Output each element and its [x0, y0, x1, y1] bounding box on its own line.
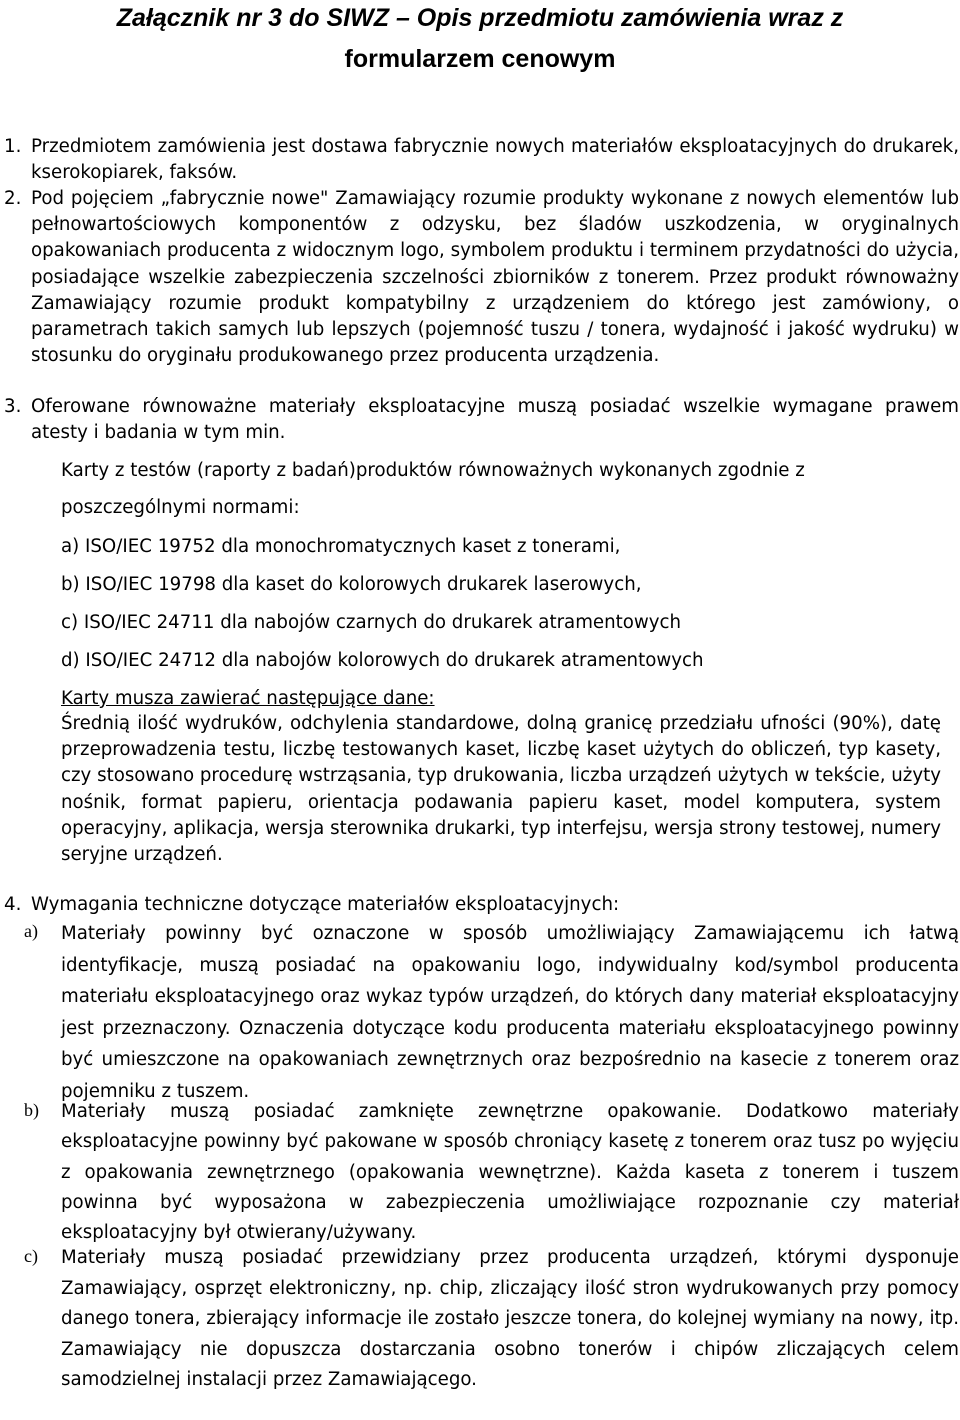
standard-item-b: b) ISO/IEC 19798 dla kaset do kolorowych drukarek laserowych,	[61, 574, 642, 595]
requirement-a-marker: a)	[24, 921, 38, 941]
reports-intro-line-1: Karty z testów (raporty z badań)produktów równoważnych wykonanych zgodnie z	[61, 460, 805, 481]
cards-heading: Karty musza zawierać następujące dane:	[61, 688, 435, 709]
requirement-c-text: Materiały muszą posiadać przewidziany przez producenta urządzeń, którymi dysponuje Zamawiający, osprzęt elektroniczny, np. chip, zliczający ilość stron wydrukowanych przy pomocy danego tonera, zbierający informacje ile zostało jeszcze tonera, do kolejnej wymiany na nowy, itp. Zamawiający nie dopuszcza dostarczania osobno tonerów i chipów zliczających celem samodzielnej instalacji przez Zamawiającego.	[61, 1247, 959, 1391]
document-title-line-2: formularzem cenowym	[344, 45, 616, 73]
reports-intro-line-2: poszczególnymi normami:	[61, 497, 300, 518]
standard-item-c: c) ISO/IEC 24711 dla nabojów czarnych do drukarek atramentowych	[61, 612, 682, 633]
cards-required-data-text: Średnią ilość wydruków, odchylenia standardowe, dolną granicę przedziału ufności (90%), datę przeprowadzenia testu, liczbę testowanych kaset, liczbę kaset użytych do obliczeń, typ kasety, czy stosowano procedurę wstrząsania, typ drukowania, liczba urządzeń użytych w tekście, użyty nośnik, format papieru, orientacja podawania papieru kaset, model komputera, system operacyjny, aplikacja, wersja sterownika drukarki, typ interfejsu, wersja strony testowej, numery seryjne urządzeń.	[61, 713, 941, 866]
item-3-number: 3.	[4, 396, 22, 417]
document-title-line-1: Załącznik nr 3 do SIWZ – Opis przedmiotu zamówienia wraz z	[116, 4, 844, 32]
item-1-text: Przedmiotem zamówienia jest dostawa fabrycznie nowych materiałów eksploatacyjnych do drukarek, kserokopiarek, faksów.	[31, 136, 959, 184]
item-4-text: Wymagania techniczne dotyczące materiałów eksploatacyjnych:	[31, 894, 620, 915]
requirement-b-marker: b)	[24, 1100, 39, 1120]
requirement-c-marker: c)	[24, 1246, 38, 1266]
requirement-b-text: Materiały muszą posiadać zamknięte zewnętrzne opakowanie. Dodatkowo materiały eksploatacyjne powinny być pakowane w sposób chroniący kasetę z tonerem oraz tusz po wyjęciu z opakowania zewnętrznego (opakowania wewnętrzne). Każda kaseta z tonerem i tuszem powinna być wyposażona w zabezpieczenia umożliwiające rozpoznanie czy materiał eksploatacyjny był otwierany/używany.	[61, 1101, 959, 1244]
item-4-number: 4.	[4, 894, 22, 915]
standard-item-d: d) ISO/IEC 24712 dla nabojów kolorowych do drukarek atramentowych	[61, 650, 704, 671]
item-1-number: 1.	[4, 136, 22, 157]
item-2-number: 2.	[4, 188, 22, 209]
item-3-text: Oferowane równoważne materiały eksploatacyjne muszą posiadać wszelkie wymagane prawem atesty i badania w tym min.	[31, 396, 959, 444]
standard-item-a: a) ISO/IEC 19752 dla monochromatycznych kaset z tonerami,	[61, 536, 621, 557]
item-2-text: Pod pojęciem „fabrycznie nowe" Zamawiający rozumie produkty wykonane z nowych elementów lub pełnowartościowych komponentów z odzysku, bez śladów uszkodzenia, w oryginalnych opakowaniach producenta z widocznym logo, symbolem produktu i terminem przydatności do użycia, posiadające wszelkie zabezpieczenia szczelności zbiorników z tonerem. Przez produkt równoważny Zamawiający rozumie produkt kompatybilny z urządzeniem do którego jest zamówiony, o parametrach takich samych lub lepszych (pojemność tuszu / tonera, wydajność i jakość wydruku) w stosunku do oryginału produkowanego przez producenta urządzenia.	[31, 188, 959, 367]
requirement-a-text: Materiały powinny być oznaczone w sposób umożliwiający Zamawiającemu ich łatwą identyfikacje, muszą posiadać na opakowaniu logo, indywidualny kod/symbol producenta materiału eksploatacyjnego oraz wykaz typów urządzeń, do których dany materiał eksploatacyjny jest przeznaczony. Oznaczenia dotyczące kodu producenta materiału eksploatacyjnego powinny być umieszczone na opakowaniach zewnętrznych oraz bezpośrednio na kasecie z tonerem oraz pojemniku z tuszem.	[61, 923, 959, 1102]
